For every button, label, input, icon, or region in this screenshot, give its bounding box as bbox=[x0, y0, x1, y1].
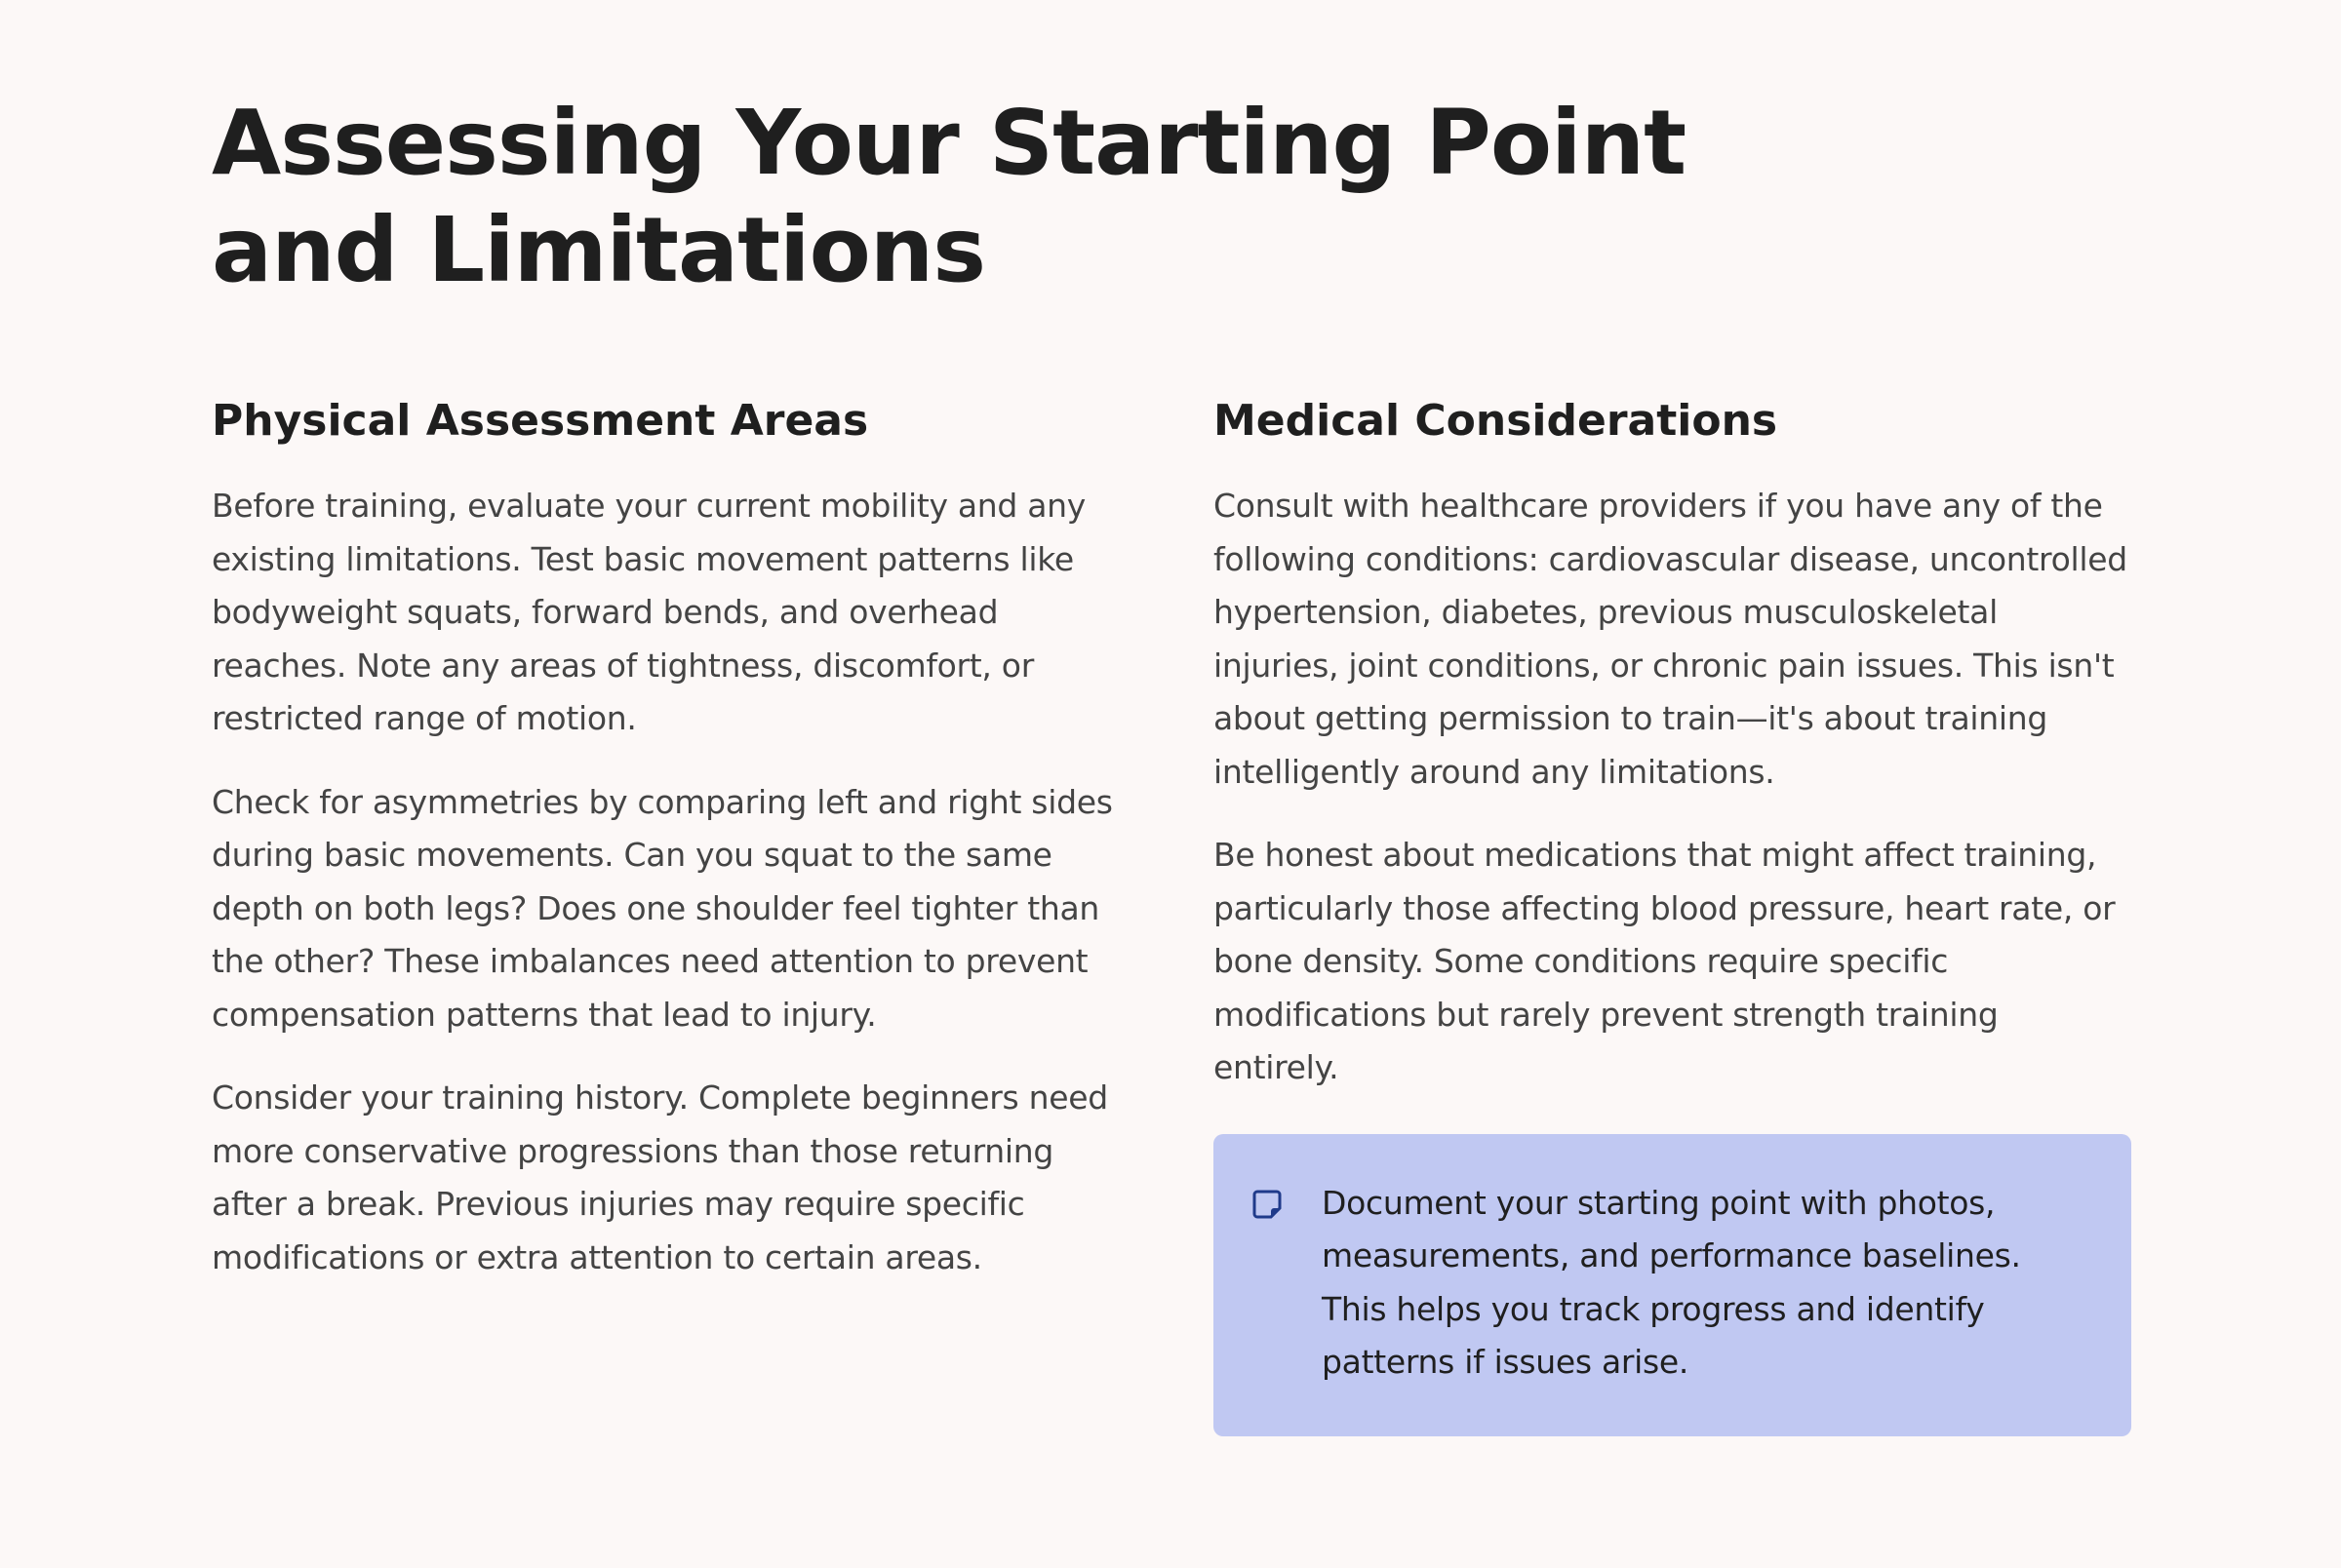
paragraph: Before training, evaluate your current mobility and any existing limitations. Test basic movement patterns like bodyweight squats, forward bends, and overhead reaches. Note any areas of tightness, discomfort, or restricted range of motion. bbox=[212, 487, 1087, 737]
paragraph: Consider your training history. Complete beginners need more conservative progressions than those returning after a break. Previous injuries may require specific modifications or extra attention to certain areas. bbox=[212, 1078, 1108, 1276]
medical-considerations-section bbox=[1213, 390, 2131, 1436]
paragraph: Check for asymmetries by comparing left and right sides during basic movements. Can you squat to the same depth on both legs? Does one shoulder feel tighter than the other? These imbalances need attention to prevent compensation patterns that lead to injury. bbox=[212, 782, 1113, 1034]
section-heading: Physical Assessment Areas bbox=[212, 396, 869, 446]
physical-assessment-section bbox=[212, 390, 1130, 1314]
tip-callout bbox=[1213, 1134, 2131, 1436]
callout-text: Document your starting point with photos, measurements, and performance baselines. This helps you track progress and identify patterns if issues arise. bbox=[1322, 1183, 2021, 1381]
page-title: Assessing Your Starting Point and Limitations bbox=[212, 91, 1686, 302]
paragraph: Be honest about medications that might affect training, particularly those affecting blood pressure, heart rate, or bone density. Some conditions require specific modifications but rarely prevent strength training entirely. bbox=[1213, 836, 2116, 1086]
sticky-note-icon bbox=[1252, 1190, 1282, 1219]
paragraph: Consult with healthcare providers if you have any of the following conditions: cardiovascular disease, uncontrolled hypertension, diabetes, previous musculoskeletal injuries, joint conditions, or chronic pain issues. This isn't about getting permission to train—it's about training intelligently around any limitations. bbox=[1213, 487, 2127, 791]
section-heading: Medical Considerations bbox=[1213, 396, 1778, 446]
